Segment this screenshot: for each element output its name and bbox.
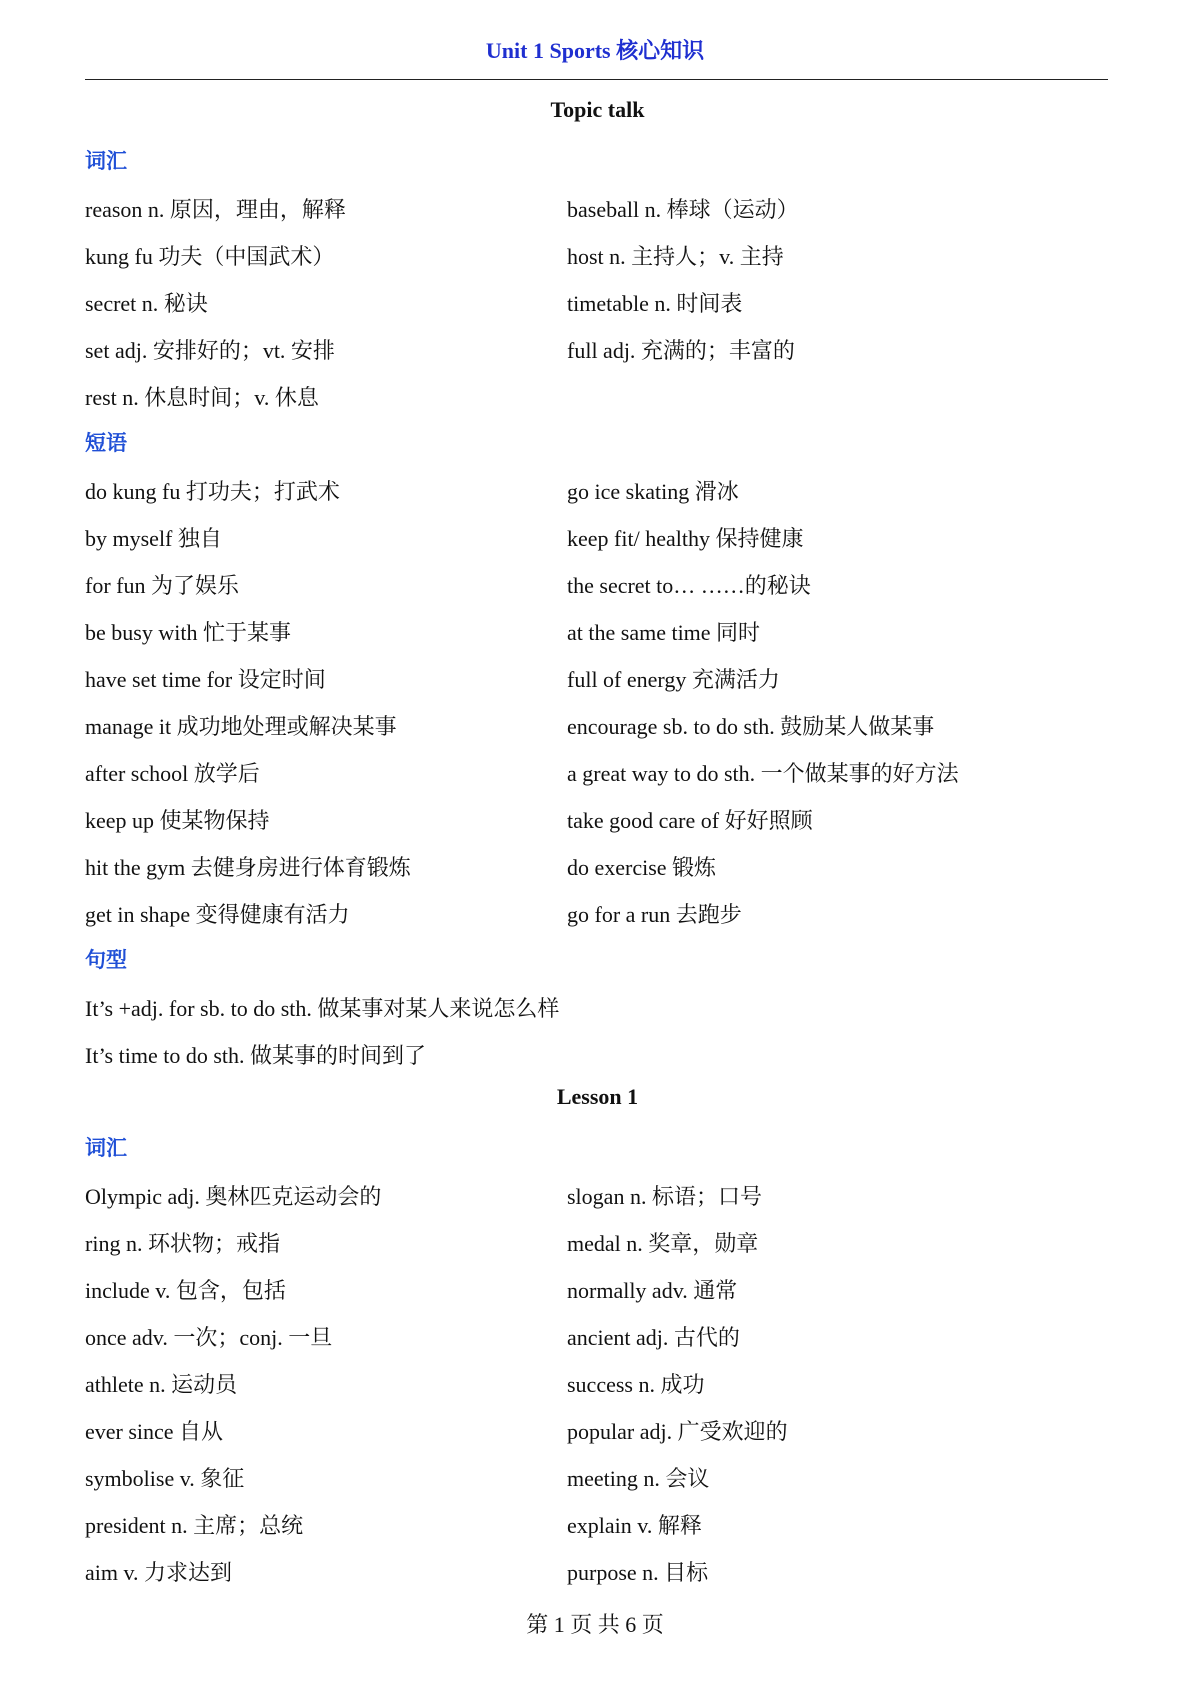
entry-grid (85, 186, 1110, 421)
entry-item: kung fu 功夫（中国武术） (85, 244, 335, 269)
entry-grid (85, 468, 1110, 938)
sentence-pattern: It’s +adj. for sb. to do sth. 做某事对某人来说怎么样 (85, 996, 560, 1021)
entry-item: full adj. 充满的；丰富的 (567, 338, 795, 363)
entry-item: be busy with 忙于某事 (85, 620, 291, 645)
entry-item: normally adv. 通常 (567, 1278, 738, 1303)
entry-item: president n. 主席；总统 (85, 1513, 304, 1538)
entry-item: include v. 包含，包括 (85, 1278, 286, 1303)
entry-item: host n. 主持人；v. 主持 (567, 244, 784, 269)
entry-item: athlete n. 运动员 (85, 1372, 238, 1397)
entry-item: the secret to… ……的秘诀 (567, 573, 811, 598)
entry-item: ancient adj. 古代的 (567, 1325, 740, 1350)
entry-item: secret n. 秘诀 (85, 291, 208, 316)
entry-item: hit the gym 去健身房进行体育锻炼 (85, 855, 411, 880)
document-body (85, 92, 1110, 1596)
sentence-pattern: It’s time to do sth. 做某事的时间到了 (85, 1043, 427, 1068)
entry-item: Olympic adj. 奥林匹克运动会的 (85, 1184, 382, 1209)
subheading: 短语 (85, 431, 127, 455)
entry-item: keep fit/ healthy 保持健康 (567, 526, 804, 551)
entry-item: popular adj. 广受欢迎的 (567, 1419, 788, 1444)
header-divider (85, 79, 1108, 80)
entry-item: ring n. 环状物；戒指 (85, 1231, 280, 1256)
entry-item: slogan n. 标语；口号 (567, 1184, 762, 1209)
entry-item: set adj. 安排好的；vt. 安排 (85, 338, 335, 363)
section-title: Lesson 1 (556, 1084, 639, 1109)
subheading: 词汇 (85, 1136, 127, 1160)
entry-item: aim v. 力求达到 (85, 1560, 233, 1585)
entry-item: explain v. 解释 (567, 1513, 702, 1538)
entry-item: timetable n. 时间表 (567, 291, 743, 316)
entry-item: get in shape 变得健康有活力 (85, 902, 350, 927)
entry-item: success n. 成功 (567, 1372, 705, 1397)
entry-item: after school 放学后 (85, 761, 260, 786)
entry-item: encourage sb. to do sth. 鼓励某人做某事 (567, 714, 935, 739)
entry-item: do kung fu 打功夫；打武术 (85, 479, 340, 504)
subheading: 句型 (85, 948, 127, 972)
page-number: 第 1 页 共 6 页 (526, 1612, 664, 1637)
entry-item: once adv. 一次；conj. 一旦 (85, 1325, 333, 1350)
entry-item: take good care of 好好照顾 (567, 808, 813, 833)
entry-item: go for a run 去跑步 (567, 902, 742, 927)
entry-item: do exercise 锻炼 (567, 855, 717, 880)
entry-item: symbolise v. 象征 (85, 1466, 245, 1491)
entry-item (567, 374, 1110, 421)
entry-grid (85, 1173, 1110, 1596)
entry-item: baseball n. 棒球（运动） (567, 197, 799, 222)
entry-item: manage it 成功地处理或解决某事 (85, 714, 397, 739)
entry-item: full of energy 充满活力 (567, 667, 780, 692)
entry-item: rest n. 休息时间；v. 休息 (85, 385, 319, 410)
section-title: Topic talk (550, 97, 645, 122)
entry-item: for fun 为了娱乐 (85, 573, 239, 598)
entry-item: have set time for 设定时间 (85, 667, 326, 692)
subheading: 词汇 (85, 149, 127, 173)
entry-item: at the same time 同时 (567, 620, 761, 645)
page-header-title: Unit 1 Sports 核心知识 (485, 38, 705, 63)
entry-item: keep up 使某物保持 (85, 808, 270, 833)
entry-item: reason n. 原因，理由，解释 (85, 197, 346, 222)
entry-item: purpose n. 目标 (567, 1560, 709, 1585)
entry-item: go ice skating 滑冰 (567, 479, 739, 504)
entry-item: a great way to do sth. 一个做某事的好方法 (567, 761, 959, 786)
entry-item: meeting n. 会议 (567, 1466, 710, 1491)
entry-item: medal n. 奖章，勋章 (567, 1231, 759, 1256)
entry-item: ever since 自从 (85, 1419, 224, 1444)
entry-item: by myself 独自 (85, 526, 222, 551)
